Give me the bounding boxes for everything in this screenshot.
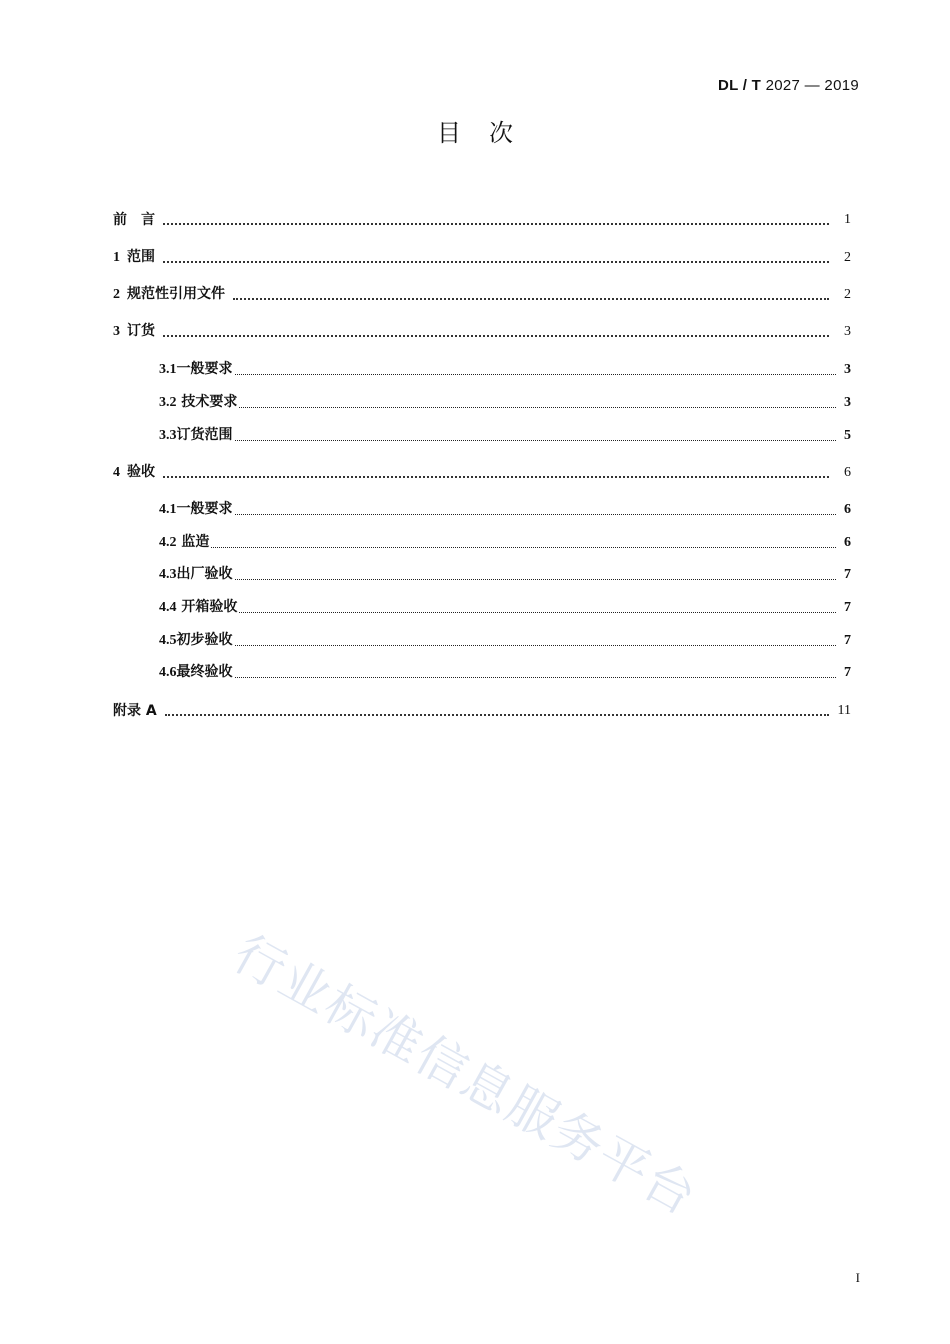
toc-entry-text: 范围 bbox=[127, 249, 155, 265]
toc-leader-dots bbox=[235, 677, 837, 678]
page-title: 目次 bbox=[437, 119, 541, 147]
toc-leader-dots bbox=[165, 714, 829, 716]
toc-entry-number: 4.5 bbox=[159, 633, 177, 648]
toc-entry[interactable] bbox=[159, 594, 851, 618]
toc-leader-dots bbox=[239, 407, 836, 408]
toc-entry[interactable] bbox=[113, 206, 851, 230]
toc-entry-page: 7 bbox=[844, 600, 851, 615]
toc-entry[interactable] bbox=[113, 281, 851, 305]
toc-entry-text: 技术要求 bbox=[176, 394, 238, 410]
toc-entry-text: 开箱验收 bbox=[176, 599, 238, 615]
toc-entry[interactable] bbox=[113, 697, 851, 721]
toc-entry-text: 最终验收 bbox=[176, 664, 233, 680]
toc-entry-label bbox=[113, 462, 155, 483]
page-number: I bbox=[855, 1270, 860, 1285]
toc-leader-dots bbox=[233, 298, 829, 300]
toc-entry-text: 规范性引用文件 bbox=[127, 286, 225, 302]
toc-entry[interactable] bbox=[159, 356, 851, 380]
toc-entry-number: 4 bbox=[113, 465, 120, 480]
toc-entry-text: 订货范围 bbox=[176, 427, 233, 443]
toc-entry[interactable] bbox=[113, 318, 851, 342]
toc-entry-label bbox=[113, 284, 225, 305]
toc-entry-label bbox=[113, 701, 157, 721]
toc-entry-page: 2 bbox=[844, 287, 851, 302]
toc-entry-label bbox=[159, 564, 233, 585]
toc-entry[interactable] bbox=[159, 627, 851, 651]
toc-leader-dots bbox=[163, 261, 829, 263]
toc-entry-text: 附录 A bbox=[113, 703, 157, 719]
watermark: 行业标准信息服务平台 bbox=[224, 924, 707, 1227]
toc-entry-text: 前 言 bbox=[113, 212, 155, 228]
toc-entry-number: 3.3 bbox=[159, 428, 177, 443]
toc-entry-page: 3 bbox=[844, 324, 851, 339]
toc-leader-dots bbox=[235, 374, 837, 375]
toc-entry-page: 3 bbox=[844, 395, 851, 410]
toc-entry-label bbox=[113, 321, 155, 342]
toc-entry[interactable] bbox=[113, 459, 851, 483]
toc-entry-label bbox=[159, 499, 233, 520]
toc-leader-dots bbox=[163, 476, 829, 478]
toc-entry-number: 3.1 bbox=[159, 362, 177, 377]
toc-entry[interactable] bbox=[159, 529, 851, 553]
toc-entry-text: 验收 bbox=[127, 464, 155, 480]
toc-entry-label bbox=[159, 392, 237, 413]
toc-entry-label bbox=[159, 597, 237, 618]
toc-entry-number: 2 bbox=[113, 287, 120, 302]
toc-entry[interactable] bbox=[159, 659, 851, 683]
toc-entry-label bbox=[159, 425, 233, 446]
toc-entry-page: 6 bbox=[844, 465, 851, 480]
toc-entry[interactable] bbox=[113, 244, 851, 268]
toc-entry-text: 初步验收 bbox=[176, 632, 233, 648]
toc-entry-number: 4.6 bbox=[159, 665, 177, 680]
toc-entry-number: 4.2 bbox=[159, 535, 177, 550]
toc-entry-text: 出厂验收 bbox=[176, 566, 233, 582]
toc-entry-label bbox=[113, 210, 155, 230]
toc-leader-dots bbox=[163, 223, 829, 225]
toc-entry-page: 7 bbox=[844, 567, 851, 582]
toc-entry-label bbox=[159, 359, 233, 380]
toc-entry-page: 3 bbox=[844, 362, 851, 377]
toc-entry-page: 7 bbox=[844, 633, 851, 648]
toc-entry[interactable] bbox=[159, 496, 851, 520]
toc-entry-number: 4.1 bbox=[159, 502, 177, 517]
toc-entry-page: 2 bbox=[844, 250, 851, 265]
toc-entry-text: 一般要求 bbox=[176, 361, 233, 377]
toc-entry-page: 6 bbox=[844, 535, 851, 550]
toc-entry-text: 订货 bbox=[127, 323, 155, 339]
toc-entry-label bbox=[159, 532, 209, 553]
toc-leader-dots bbox=[239, 612, 836, 613]
toc-entry-number: 4.4 bbox=[159, 600, 177, 615]
toc-entry-label bbox=[159, 662, 233, 683]
toc-entry-number: 4.3 bbox=[159, 567, 177, 582]
standard-code-prefix: DL / T bbox=[717, 77, 762, 94]
toc-entry-page: 5 bbox=[844, 428, 851, 443]
toc-leader-dots bbox=[211, 547, 836, 548]
toc-leader-dots bbox=[163, 335, 829, 337]
toc-leader-dots bbox=[235, 440, 837, 441]
toc-leader-dots bbox=[235, 514, 837, 515]
toc-entry-number: 1 bbox=[113, 250, 120, 265]
toc-entry-number: 3.2 bbox=[159, 395, 177, 410]
toc-entry-page: 11 bbox=[837, 703, 851, 718]
toc-leader-dots bbox=[235, 645, 837, 646]
toc-entry-page: 6 bbox=[844, 502, 851, 517]
toc-entry[interactable] bbox=[159, 389, 851, 413]
toc-entry-page: 7 bbox=[844, 665, 851, 680]
toc-entry-page: 1 bbox=[844, 212, 851, 227]
toc-entry-text: 一般要求 bbox=[176, 501, 233, 517]
standard-code bbox=[718, 77, 859, 94]
toc-entry-label bbox=[113, 247, 155, 268]
toc-leader-dots bbox=[235, 579, 837, 580]
toc-entry-text: 监造 bbox=[176, 534, 210, 550]
toc-entry-number: 3 bbox=[113, 324, 120, 339]
toc-entry-label bbox=[159, 630, 233, 651]
toc-entry[interactable] bbox=[159, 422, 851, 446]
standard-code-number: 2027 — 2019 bbox=[761, 77, 859, 94]
toc-entry[interactable] bbox=[159, 561, 851, 585]
